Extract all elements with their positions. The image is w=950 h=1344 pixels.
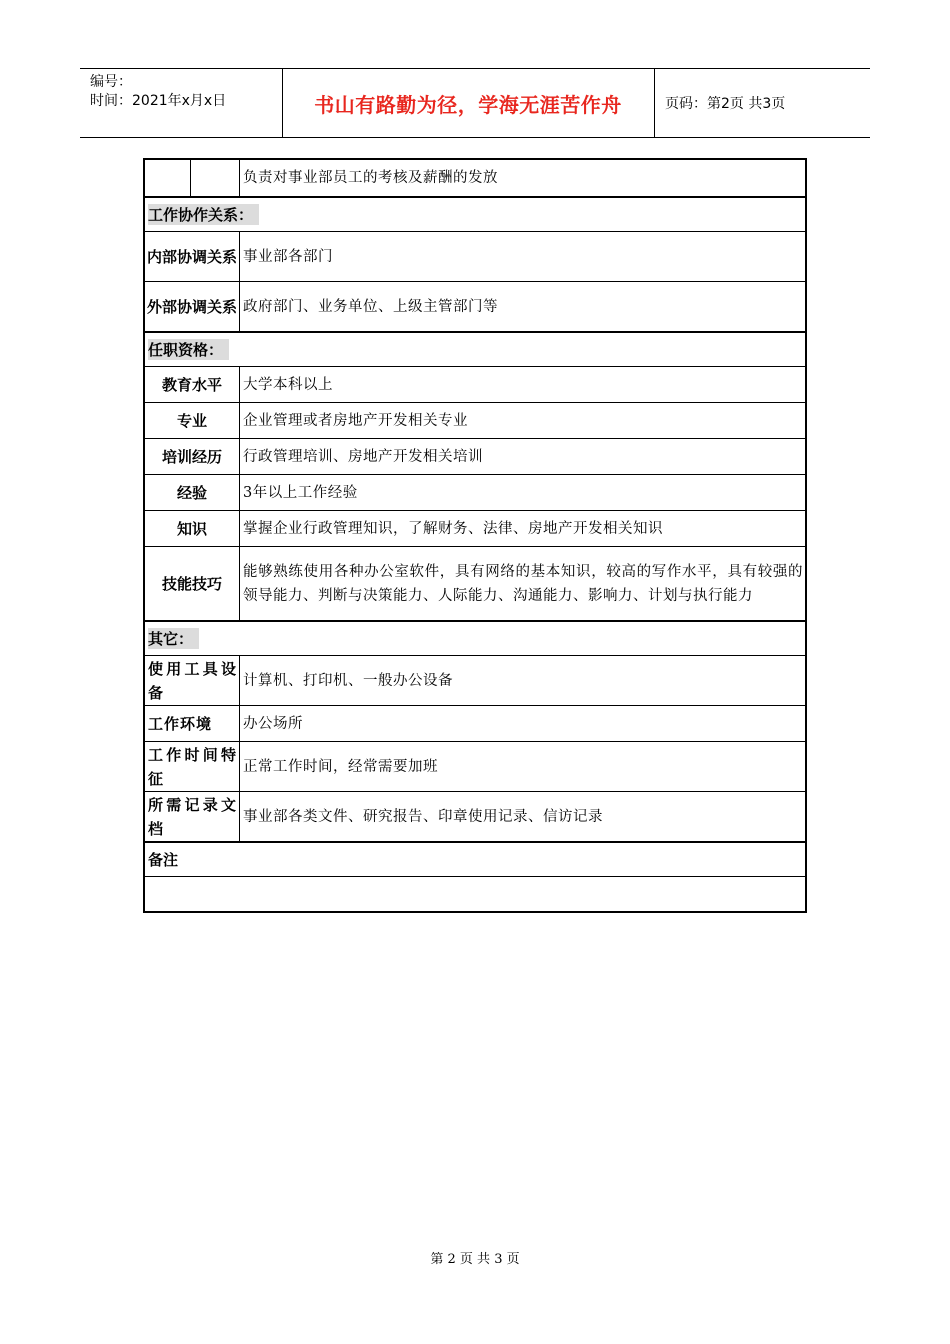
other-row: [145, 655, 805, 705]
section-other: [145, 620, 805, 655]
qual-value: 能够熟练使用各种办公室软件，具有网络的基本知识，较高的写作水平，具有较强的领导能力、判断与决策能力、人际能力、沟通能力、影响力、计划与执行能力: [243, 563, 803, 604]
external-row: [145, 281, 805, 331]
other-row: [145, 741, 805, 791]
section-title: 工作协作关系：: [145, 198, 259, 231]
other-value: 办公场所: [243, 715, 303, 732]
other-row: [145, 705, 805, 741]
qual-row: [145, 366, 805, 402]
qual-value: 行政管理培训、房地产开发相关培训: [243, 448, 483, 465]
other-label: 所需记录文档: [145, 792, 240, 841]
other-label: 工作环境: [145, 706, 240, 741]
duty-text: 负责对事业部员工的考核及薪酬的发放: [243, 170, 498, 186]
qual-value: 掌握企业行政管理知识，了解财务、法律、房地产开发相关知识: [243, 520, 663, 537]
other-row: [145, 791, 805, 841]
notes-body: [145, 876, 805, 911]
external-label: 外部协调关系: [145, 282, 240, 331]
qual-label: 培训经历: [145, 439, 240, 474]
section-title: 备注: [148, 851, 179, 869]
empty-cell: [145, 160, 191, 196]
section-coop: [145, 196, 805, 231]
duty-row: [145, 160, 805, 196]
other-label: 工作时间特征: [145, 742, 240, 791]
qual-row: [145, 546, 805, 620]
other-label: 使用工具设备: [145, 656, 240, 705]
other-value: 正常工作时间，经常需要加班: [243, 758, 438, 775]
header-motto: 书山有路勤为径，学海无涯苦作舟: [282, 69, 655, 137]
section-title: 任职资格：: [145, 333, 229, 366]
qual-row: [145, 438, 805, 474]
date-label: 时间：2021年x月x日: [90, 93, 227, 109]
page-footer: 第 2 页 共 3 页: [430, 1252, 520, 1267]
empty-cell: [191, 160, 240, 196]
header-meta: [80, 69, 283, 137]
other-value: 计算机、打印机、一般办公设备: [243, 672, 453, 689]
qual-label: 经验: [145, 475, 240, 510]
qual-label: 专业: [145, 403, 240, 438]
section-title: 其它：: [145, 622, 199, 655]
document-header: [80, 68, 870, 138]
external-value: 政府部门、业务单位、上级主管部门等: [243, 298, 498, 315]
code-label: 编号：: [90, 74, 132, 90]
other-value: 事业部各类文件、研究报告、印章使用记录、信访记录: [243, 808, 603, 825]
qual-label: 知识: [145, 511, 240, 546]
internal-label: 内部协调关系: [145, 232, 240, 281]
internal-value: 事业部各部门: [243, 248, 333, 265]
qual-label: 技能技巧: [145, 547, 240, 620]
qual-value: 大学本科以上: [243, 376, 333, 393]
qual-value: 企业管理或者房地产开发相关专业: [243, 412, 468, 429]
qual-row: [145, 474, 805, 510]
section-notes: [145, 841, 805, 876]
qual-row: [145, 510, 805, 546]
qual-value: 3年以上工作经验: [243, 484, 358, 501]
qual-label: 教育水平: [145, 367, 240, 402]
job-description-table: [143, 158, 807, 913]
header-page-info: 页码：第2页 共3页: [665, 96, 786, 112]
internal-row: [145, 231, 805, 281]
qual-row: [145, 402, 805, 438]
section-qual: [145, 331, 805, 366]
